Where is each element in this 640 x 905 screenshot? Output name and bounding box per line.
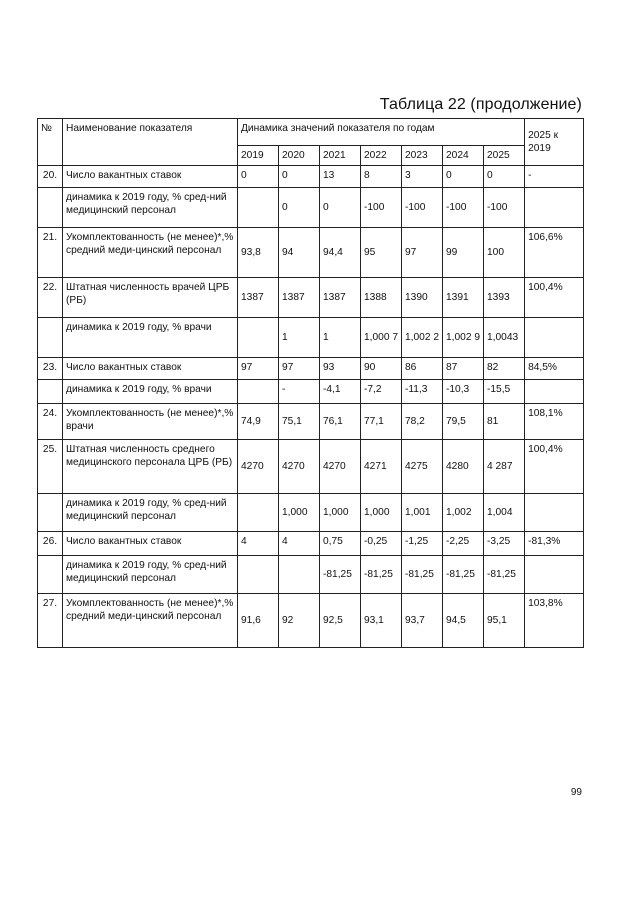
year-value: -3,25: [484, 532, 525, 556]
year-value: 90: [361, 358, 402, 380]
indicator-name: Число вакантных ставок: [63, 358, 238, 380]
indicator-name: Штатная численность среднего медицинского персонала ЦРБ (РБ): [63, 440, 238, 494]
year-value: [238, 494, 279, 532]
year-value: 93: [320, 358, 361, 380]
year-value: -0,25: [361, 532, 402, 556]
year-value: 1391: [443, 278, 484, 318]
compare-value: 103,8%: [525, 594, 584, 648]
row-number: 24.: [38, 404, 63, 440]
indicator-name: динамика к 2019 году, % сред-ний медицинский персонал: [63, 556, 238, 594]
table-body: [38, 166, 584, 648]
row-number: 20.: [38, 166, 63, 188]
year-value: 0: [279, 188, 320, 228]
year-value: 0: [238, 166, 279, 188]
table-row: [38, 278, 584, 318]
row-number: [38, 380, 63, 404]
header-year: 2019: [238, 146, 279, 166]
year-value: 1387: [279, 278, 320, 318]
indicator-name: Число вакантных ставок: [63, 532, 238, 556]
compare-value: 100,4%: [525, 278, 584, 318]
year-value: -7,2: [361, 380, 402, 404]
header-year: 2022: [361, 146, 402, 166]
header-year: 2020: [279, 146, 320, 166]
compare-value: [525, 318, 584, 358]
header-year: 2023: [402, 146, 443, 166]
compare-value: 100,4%: [525, 440, 584, 494]
year-value: 81: [484, 404, 525, 440]
year-value: 4270: [238, 440, 279, 494]
compare-value: 108,1%: [525, 404, 584, 440]
year-value: 4270: [320, 440, 361, 494]
row-number: [38, 556, 63, 594]
table-row: [38, 532, 584, 556]
year-value: -100: [443, 188, 484, 228]
row-number: 21.: [38, 228, 63, 278]
year-value: 4270: [279, 440, 320, 494]
year-value: 4280: [443, 440, 484, 494]
year-value: 4 287: [484, 440, 525, 494]
table-row: [38, 228, 584, 278]
compare-value: [525, 188, 584, 228]
indicator-name: динамика к 2019 году, % сред-ний медицинский персонал: [63, 188, 238, 228]
year-value: -81,25: [484, 556, 525, 594]
year-value: 1: [279, 318, 320, 358]
year-value: 95,1: [484, 594, 525, 648]
year-value: 77,1: [361, 404, 402, 440]
compare-value: 84,5%: [525, 358, 584, 380]
indicator-name: динамика к 2019 году, % сред-ний медицинский персонал: [63, 494, 238, 532]
year-value: 3: [402, 166, 443, 188]
year-value: 74,9: [238, 404, 279, 440]
table-row: [38, 358, 584, 380]
row-number: [38, 494, 63, 532]
header-dynamics: Динамика значений показателя по годам: [238, 119, 525, 146]
year-value: 0: [279, 166, 320, 188]
year-value: 4271: [361, 440, 402, 494]
year-value: -100: [361, 188, 402, 228]
year-value: 1,000 7: [361, 318, 402, 358]
year-value: [279, 556, 320, 594]
indicator-name: динамика к 2019 году, % врачи: [63, 380, 238, 404]
year-value: 86: [402, 358, 443, 380]
year-value: 99: [443, 228, 484, 278]
year-value: 97: [238, 358, 279, 380]
compare-value: [525, 380, 584, 404]
year-value: 4: [238, 532, 279, 556]
year-value: -1,25: [402, 532, 443, 556]
year-value: 1: [320, 318, 361, 358]
row-number: [38, 188, 63, 228]
header-year: 2024: [443, 146, 484, 166]
year-value: 78,2: [402, 404, 443, 440]
header-year: 2025: [484, 146, 525, 166]
year-value: 94,4: [320, 228, 361, 278]
year-value: 87: [443, 358, 484, 380]
table-row: [38, 318, 584, 358]
year-value: 93,1: [361, 594, 402, 648]
year-value: 97: [402, 228, 443, 278]
header-year: 2021: [320, 146, 361, 166]
year-value: 0,75: [320, 532, 361, 556]
table-row: [38, 188, 584, 228]
row-number: 27.: [38, 594, 63, 648]
indicator-name: Укомплектованность (не менее)*,% средний меди-цинский персонал: [63, 228, 238, 278]
indicator-table: [37, 118, 584, 648]
year-value: [238, 318, 279, 358]
year-value: 1393: [484, 278, 525, 318]
row-number: [38, 318, 63, 358]
page-number: 99: [570, 787, 582, 798]
header-compare: 2025 к 2019: [525, 119, 584, 166]
row-number: 25.: [38, 440, 63, 494]
indicator-name: Укомплектованность (не менее)*,% врачи: [63, 404, 238, 440]
year-value: -: [279, 380, 320, 404]
compare-value: [525, 494, 584, 532]
year-value: 91,6: [238, 594, 279, 648]
year-value: [238, 188, 279, 228]
year-value: [238, 380, 279, 404]
year-value: -15,5: [484, 380, 525, 404]
year-value: 1,001: [402, 494, 443, 532]
year-value: 92: [279, 594, 320, 648]
year-value: 1,000: [361, 494, 402, 532]
year-value: 82: [484, 358, 525, 380]
year-value: 95: [361, 228, 402, 278]
year-value: -100: [484, 188, 525, 228]
year-value: 92,5: [320, 594, 361, 648]
year-value: 79,5: [443, 404, 484, 440]
year-value: 8: [361, 166, 402, 188]
year-value: 93,7: [402, 594, 443, 648]
year-value: [238, 556, 279, 594]
year-value: 94: [279, 228, 320, 278]
year-value: 97: [279, 358, 320, 380]
year-value: -81,25: [361, 556, 402, 594]
table-row: [38, 594, 584, 648]
year-value: -10,3: [443, 380, 484, 404]
year-value: -11,3: [402, 380, 443, 404]
table-row: [38, 166, 584, 188]
year-value: 1390: [402, 278, 443, 318]
compare-value: -: [525, 166, 584, 188]
year-value: 76,1: [320, 404, 361, 440]
year-value: 1,002 2: [402, 318, 443, 358]
year-value: 1,000: [279, 494, 320, 532]
year-value: 1,000: [320, 494, 361, 532]
table-caption: Таблица 22 (продолжение): [379, 96, 582, 113]
table-row: [38, 380, 584, 404]
year-value: 1,002 9: [443, 318, 484, 358]
year-value: -100: [402, 188, 443, 228]
year-value: 4275: [402, 440, 443, 494]
year-value: 1388: [361, 278, 402, 318]
indicator-name: Число вакантных ставок: [63, 166, 238, 188]
year-value: 0: [484, 166, 525, 188]
year-value: 93,8: [238, 228, 279, 278]
table-row: [38, 494, 584, 532]
year-value: -81,25: [320, 556, 361, 594]
header-number: №: [38, 119, 63, 166]
year-value: -4,1: [320, 380, 361, 404]
compare-value: 106,6%: [525, 228, 584, 278]
table-header: [38, 119, 584, 166]
year-value: -2,25: [443, 532, 484, 556]
indicator-name: Укомплектованность (не менее)*,% средний меди-цинский персонал: [63, 594, 238, 648]
row-number: 22.: [38, 278, 63, 318]
year-value: 1,002: [443, 494, 484, 532]
row-number: 26.: [38, 532, 63, 556]
year-value: 1,004: [484, 494, 525, 532]
table-row: [38, 440, 584, 494]
year-value: 94,5: [443, 594, 484, 648]
year-value: 1387: [238, 278, 279, 318]
row-number: 23.: [38, 358, 63, 380]
year-value: -81,25: [402, 556, 443, 594]
year-value: 0: [443, 166, 484, 188]
header-indicator-name: Наименование показателя: [63, 119, 238, 166]
year-value: 0: [320, 188, 361, 228]
year-value: 1,0043: [484, 318, 525, 358]
compare-value: [525, 556, 584, 594]
year-value: 1387: [320, 278, 361, 318]
compare-value: -81,3%: [525, 532, 584, 556]
year-value: 100: [484, 228, 525, 278]
table-row: [38, 556, 584, 594]
year-value: -81,25: [443, 556, 484, 594]
indicator-name: динамика к 2019 году, % врачи: [63, 318, 238, 358]
year-value: 4: [279, 532, 320, 556]
year-value: 75,1: [279, 404, 320, 440]
indicator-name: Штатная численность врачей ЦРБ (РБ): [63, 278, 238, 318]
year-value: 13: [320, 166, 361, 188]
table-row: [38, 404, 584, 440]
